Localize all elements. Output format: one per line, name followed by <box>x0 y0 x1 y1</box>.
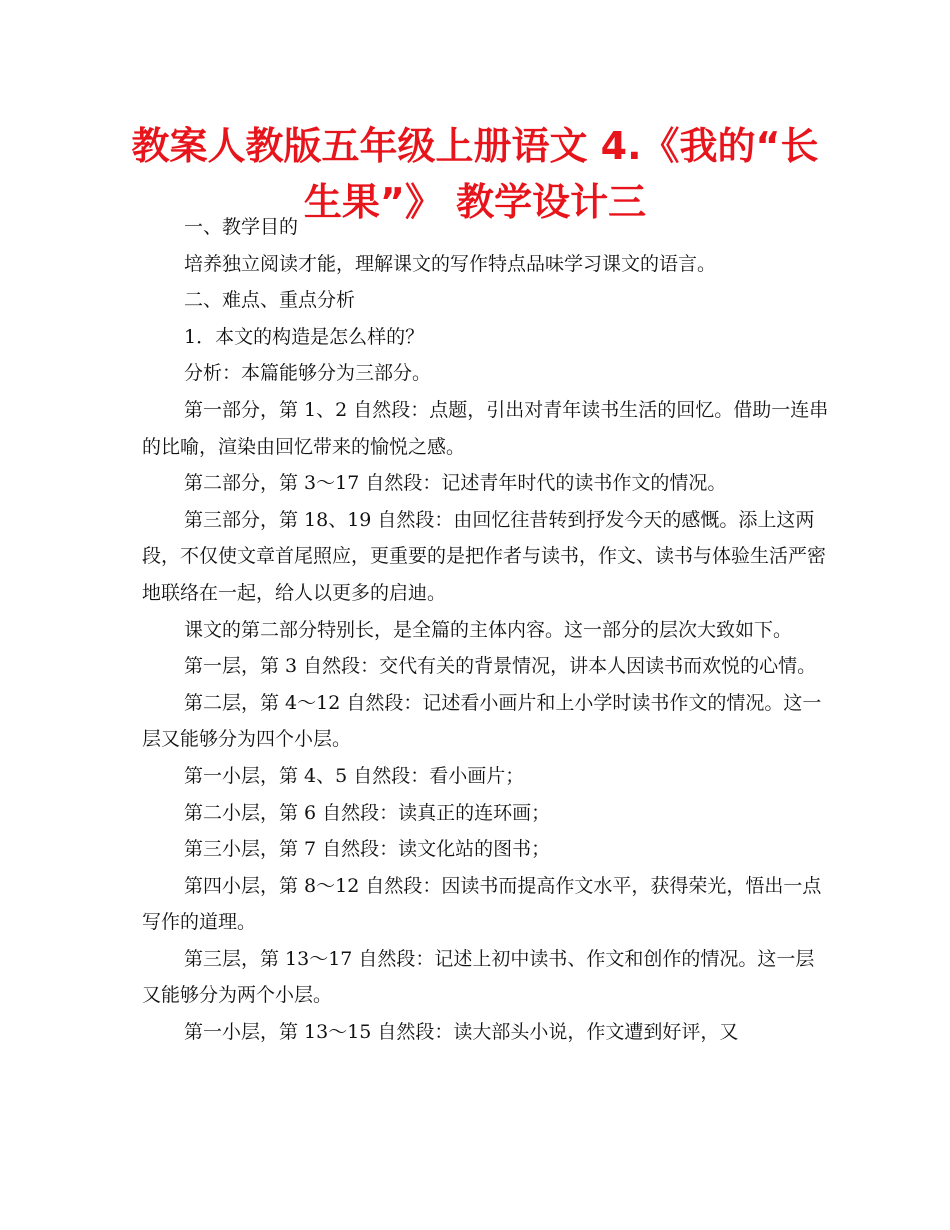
title-line-2: 生果”》 教学设计三 <box>303 180 647 224</box>
paragraph: 第二层，第 4～12 自然段：记述看小画片和上小学时读书作文的情况。这一层又能够分为四个小层。 <box>142 691 822 751</box>
paragraph: 第一部分，第 1、2 自然段：点题，引出对青年读书生活的回忆。借助一连串的比喻，渲染由回忆带来的愉悦之感。 <box>142 398 829 458</box>
paragraph: 第一小层，第 13～15 自然段：读大部头小说，作文遭到好评，又 <box>184 1021 739 1044</box>
document-body <box>142 209 832 1051</box>
section-heading-objectives: 一、教学目的 <box>184 216 299 238</box>
paragraph: 第二小层，第 6 自然段：读真正的连环画； <box>184 801 551 824</box>
paragraph: 第三层，第 13～17 自然段：记述上初中读书、作文和创作的情况。这一层又能够分为两个小层。 <box>142 947 815 1007</box>
paragraph: 第四小层，第 8～12 自然段：因读书而提高作文水平，获得荣光，悟出一点写作的道理。 <box>142 874 822 934</box>
paragraph: 第三部分，第 18、19 自然段：由回忆往昔转到抒发今天的感慨。添上这两段，不仅使文章首尾照应，更重要的是把作者与读书，作文、读书与体验生活严密地联络在一起，给人以更多的启迪。 <box>142 508 827 604</box>
paragraph: 培养独立阅读才能，理解课文的写作特点品味学习课文的语言。 <box>184 252 717 275</box>
title-line-1: 教案人教版五年级上册语文 4.《我的“长 <box>131 124 819 168</box>
paragraph: 第二部分，第 3～17 自然段：记述青年时代的读书作文的情况。 <box>184 472 727 495</box>
section-heading-analysis: 二、难点、重点分析 <box>184 289 356 312</box>
paragraph: 第三小层，第 7 自然段：读文化站的图书； <box>184 838 551 861</box>
paragraph: 分析：本篇能够分为三部分。 <box>184 362 432 385</box>
paragraph: 第一层，第 3 自然段：交代有关的背景情况，讲本人因读书而欢悦的心情。 <box>184 655 817 678</box>
paragraph: 第一小层，第 4、5 自然段：看小画片； <box>184 764 525 787</box>
paragraph: 课文的第二部分特别长，是全篇的主体内容。这一部分的层次大致如下。 <box>184 618 793 641</box>
question-item: 1．本文的构造是怎么样的？ <box>184 325 425 348</box>
